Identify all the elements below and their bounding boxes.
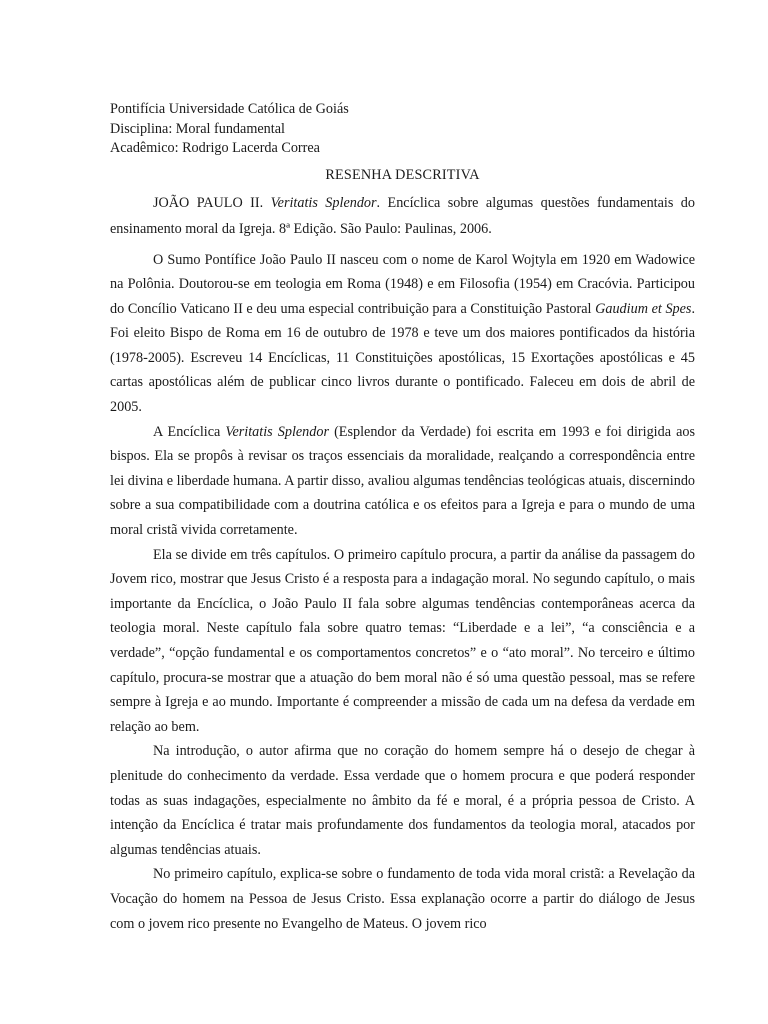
student-line: Acadêmico: Rodrigo Lacerda Correa xyxy=(110,140,320,156)
paragraph-biography xyxy=(110,248,695,420)
paragraph-text: . Foi eleito Bispo de Roma em 16 de outubro de 1978 e teve um dos maiores pontificados da história (1978-2005). Escreveu 14 Encíclicas, 11 Constituições apostólicas, 15 Exortações apostólicas e 45 cartas apostólicas além de publicar cinco livros durante o pontificado. Faleceu em dois de abril de 2005. xyxy=(110,300,695,416)
paragraph-text: O Sumo Pontífice João Paulo II nasceu com o nome de Karol Wojtyla em 1920 em Wadowice na Polônia. Doutorou-se em teologia em Roma (1948) e em Filosofia (1954) em Cracóvia. Participou do Concílio Vaticano II e deu uma especial contribuição para a Constituição Pastoral xyxy=(110,251,695,317)
paragraph-text: A Encíclica xyxy=(153,423,226,440)
paragraph-encyclical xyxy=(110,420,695,543)
document-title: RESENHA DESCRITIVA xyxy=(325,166,480,183)
italic-title: Gaudium et Spes xyxy=(595,300,692,317)
reference-details: . Encíclica sobre algumas questões fundamentais do ensinamento moral da Igreja. 8ª Edição. São Paulo: Paulinas, 2006. xyxy=(110,194,695,237)
paragraph-chapters: Ela se divide em três capítulos. O primeiro capítulo procura, a partir da análise da passagem do Jovem rico, mostrar que Jesus Cristo é a resposta para a indagação moral. No segundo capítulo, o mais importante da Encíclica, o João Paulo II fala sobre algumas tendências contemporâneas acerca da teologia moral. Neste capítulo fala sobre quatro temas: “Liberdade e a lei”, “a consciência e a verdade”, “opção fundamental e os comportamentos concretos” e o “ato moral”. No terceiro e último capítulo, procura-se mostrar que a atuação do bem moral não é só uma questão pessoal, mas se refere sempre à Igreja e ao mundo. Importante é compreender a missão de cada um na defesa da verdade em relação ao bem. xyxy=(110,546,695,735)
institution-name: Pontifícia Universidade Católica de Goiás xyxy=(110,101,349,117)
document-page xyxy=(110,100,695,936)
reference-author: JOÃO PAULO II. xyxy=(153,194,271,211)
reference-work-title: Veritatis Splendor xyxy=(270,194,377,211)
paragraph-text: (Esplendor da Verdade) foi escrita em 1993 e foi dirigida aos bispos. Ela se propôs à revisar os traços essenciais da moralidade, realçando a correspondência entre lei divina e liberdade humana. A partir disso, avaliou algumas tendências teológicas atuais, discernindo sobre a sua compatibilidade com a doutrina católica e os efeitos para a Igreja e para o mundo de uma moral cristã vivida corretamente. xyxy=(110,423,695,539)
bibliographic-reference xyxy=(110,190,695,242)
paragraph-first-chapter: No primeiro capítulo, explica-se sobre o fundamento de toda vida moral cristã: a Revelação da Vocação do homem na Pessoa de Jesus Cristo. Essa explanação ocorre a partir do diálogo de Jesus com o jovem rico presente no Evangelho de Mateus. O jovem rico xyxy=(110,866,695,932)
discipline-line: Disciplina: Moral fundamental xyxy=(110,120,285,137)
paragraph-introduction: Na introdução, o autor afirma que no coração do homem sempre há o desejo de chegar à plenitude do conhecimento da verdade. Essa verdade que o homem procura e que poderá responder todas as suas indagações, especialmente no âmbito da fé e moral, é a própria pessoa de Cristo. A intenção da Encíclica é tratar mais profundamente dos fundamentos da teologia moral, atacados por algumas tendências atuais. xyxy=(110,743,695,858)
italic-title: Veritatis Splendor xyxy=(225,423,329,440)
